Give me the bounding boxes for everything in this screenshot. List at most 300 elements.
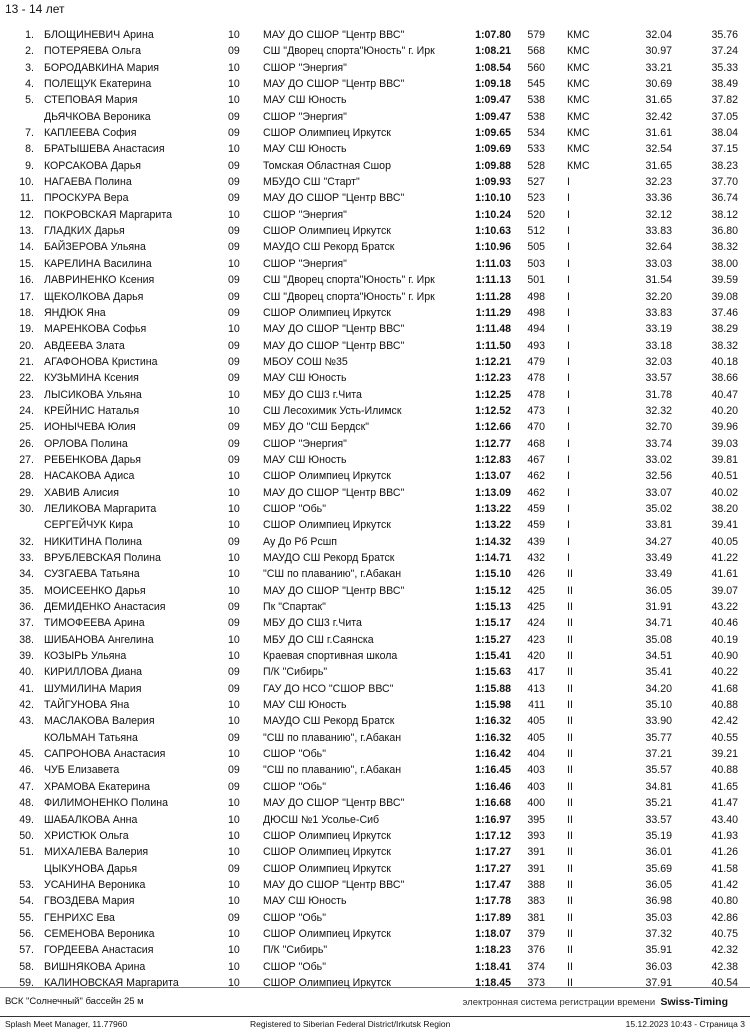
club-name: СШ "Дворец спорта"Юность" г. Ирк: [263, 45, 435, 58]
split-50m: 34.81: [645, 780, 672, 793]
result-time: 1:16.68: [475, 797, 511, 810]
birth-year: 10: [228, 502, 240, 515]
swimmer-name: ЯНДЮК Яна: [44, 306, 106, 319]
birth-year: 10: [228, 323, 240, 336]
fina-points: 395: [527, 813, 545, 826]
sport-rank: II: [567, 846, 573, 859]
split-50m: 35.03: [645, 911, 672, 924]
place: 2.: [25, 45, 34, 58]
split-50m: 36.98: [645, 895, 672, 908]
fina-points: 498: [527, 306, 545, 319]
split-50m: 35.41: [645, 666, 672, 679]
result-time: 1:13.22: [475, 519, 511, 532]
fina-points: 400: [527, 797, 545, 810]
place: 49.: [19, 813, 34, 826]
place: 56.: [19, 927, 34, 940]
fina-points: 404: [527, 748, 545, 761]
swimmer-name: НАСАКОВА Адиса: [44, 470, 135, 483]
sport-rank: I: [567, 486, 570, 499]
result-time: 1:17.12: [475, 829, 511, 842]
club-name: СШОР "Обь": [263, 780, 326, 793]
sport-rank: II: [567, 633, 573, 646]
results-table: [0, 27, 750, 991]
swimmer-name: ХРАМОВА Екатерина: [44, 780, 151, 793]
table-row: [0, 239, 750, 255]
sport-rank: II: [567, 715, 573, 728]
split-50m: 33.36: [645, 192, 672, 205]
swimmer-name: КРЕЙНИС Наталья: [44, 404, 140, 417]
split-100m: 40.90: [711, 650, 738, 663]
table-row: [0, 779, 750, 795]
split-50m: 35.57: [645, 764, 672, 777]
split-100m: 40.54: [711, 976, 738, 989]
club-name: МБУ ДО "СШ Бердск": [263, 421, 369, 434]
place: 53.: [19, 878, 34, 891]
split-100m: 39.81: [711, 453, 738, 466]
club-name: МАУ ДО СШОР "Центр ВВС": [263, 323, 405, 336]
place: 34.: [19, 568, 34, 581]
fina-points: 527: [527, 176, 545, 189]
birth-year: 09: [228, 355, 240, 368]
result-time: 1:15.98: [475, 699, 511, 712]
split-100m: 39.07: [711, 584, 738, 597]
place: 39.: [19, 650, 34, 663]
result-time: 1:11.48: [475, 323, 511, 336]
sport-rank: I: [567, 502, 570, 515]
table-row: [0, 174, 750, 190]
swimmer-name: СЕМЕНОВА Вероника: [44, 927, 155, 940]
split-100m: 41.65: [711, 780, 738, 793]
sport-rank: КМС: [567, 78, 590, 91]
place: 16.: [19, 274, 34, 287]
sport-rank: II: [567, 927, 573, 940]
table-row: [0, 125, 750, 141]
birth-year: 09: [228, 682, 240, 695]
birth-year: 09: [228, 290, 240, 303]
place: 13.: [19, 225, 34, 238]
place: 10.: [19, 176, 34, 189]
club-name: МАУ СШ Юность: [263, 895, 347, 908]
split-50m: 34.71: [645, 617, 672, 630]
result-time: 1:12.21: [475, 355, 511, 368]
sport-rank: I: [567, 306, 570, 319]
table-row: [0, 877, 750, 893]
birth-year: 10: [228, 829, 240, 842]
result-time: 1:12.66: [475, 421, 511, 434]
birth-year: 09: [228, 127, 240, 140]
fina-points: 391: [527, 862, 545, 875]
swimmer-name: БРАТЫШЕВА Анастасия: [44, 143, 165, 156]
fina-points: 413: [527, 682, 545, 695]
split-100m: 40.02: [711, 486, 738, 499]
place: 54.: [19, 895, 34, 908]
place: 11.: [20, 192, 34, 205]
place: 3.: [25, 61, 34, 74]
result-time: 1:18.41: [475, 960, 511, 973]
result-time: 1:15.63: [475, 666, 511, 679]
birth-year: 10: [228, 519, 240, 532]
club-name: ГАУ ДО НСО "СШОР ВВС": [263, 682, 394, 695]
split-100m: 40.22: [711, 666, 738, 679]
birth-year: 09: [228, 274, 240, 287]
birth-year: 10: [228, 878, 240, 891]
split-50m: 35.91: [645, 944, 672, 957]
split-50m: 36.05: [645, 584, 672, 597]
result-time: 1:09.47: [475, 110, 511, 123]
place: 58.: [19, 960, 34, 973]
birth-year: 09: [228, 666, 240, 679]
registration-label: Registered to Siberian Federal District/Irkutsk Region: [250, 1019, 451, 1029]
sport-rank: I: [567, 421, 570, 434]
birth-year: 10: [228, 388, 240, 401]
club-name: СШОР Олимпиец Иркутск: [263, 862, 391, 875]
birth-year: 10: [228, 960, 240, 973]
table-row: [0, 910, 750, 926]
split-50m: 31.65: [645, 94, 672, 107]
swimmer-name: КАЛИНОВСКАЯ Маргарита: [44, 976, 179, 989]
table-row: [0, 452, 750, 468]
club-name: СШ Лесохимик Усть-Илимск: [263, 404, 402, 417]
swimmer-name: КУЗЬМИНА Ксения: [44, 372, 139, 385]
split-100m: 40.20: [711, 404, 738, 417]
result-time: 1:08.54: [475, 61, 511, 74]
birth-year: 10: [228, 895, 240, 908]
swimmer-name: ЛАВРИНЕНКО Ксения: [44, 274, 155, 287]
split-50m: 33.49: [645, 552, 672, 564]
birth-year: 10: [228, 813, 240, 826]
place: 46.: [19, 764, 34, 777]
table-row: [0, 746, 750, 762]
split-100m: 41.47: [711, 797, 738, 810]
result-time: 1:09.47: [475, 94, 511, 107]
sport-rank: II: [567, 568, 573, 581]
birth-year: 09: [228, 617, 240, 630]
swimmer-name: ХАВИВ Алисия: [44, 486, 119, 499]
split-100m: 37.82: [711, 94, 738, 107]
split-50m: 32.70: [645, 421, 672, 434]
fina-points: 425: [527, 601, 545, 614]
split-100m: 38.04: [711, 127, 738, 140]
fina-points: 374: [527, 960, 545, 973]
fina-points: 533: [527, 143, 545, 156]
result-time: 1:09.69: [475, 143, 511, 156]
birth-year: 09: [228, 862, 240, 875]
fina-points: 520: [527, 208, 545, 221]
place: 29.: [19, 486, 34, 499]
table-row: [0, 812, 750, 828]
split-100m: 39.59: [711, 274, 738, 287]
birth-year: 10: [228, 748, 240, 761]
split-100m: 37.05: [711, 110, 738, 123]
club-name: "СШ по плаванию", г.Абакан: [263, 764, 402, 777]
split-100m: 42.38: [711, 960, 738, 973]
result-time: 1:14.32: [475, 535, 511, 548]
table-row: [0, 485, 750, 501]
club-name: МАУДО СШ Рекорд Братск: [263, 552, 395, 564]
split-100m: 40.80: [711, 895, 738, 908]
split-50m: 36.01: [645, 846, 672, 859]
swimmer-name: ВИШНЯКОВА Арина: [44, 960, 146, 973]
table-row: [0, 942, 750, 958]
swimmer-name: ПОКРОВСКАЯ Маргарита: [44, 208, 172, 221]
club-name: СШОР Олимпиец Иркутск: [263, 225, 391, 238]
split-50m: 31.54: [645, 274, 672, 287]
fina-points: 467: [527, 453, 545, 466]
split-100m: 40.88: [711, 699, 738, 712]
split-100m: 36.80: [711, 225, 738, 238]
split-50m: 34.20: [645, 682, 672, 695]
result-time: 1:12.83: [475, 453, 511, 466]
birth-year: 09: [228, 372, 240, 385]
club-name: СШ "Дворец спорта"Юность" г. Ирк: [263, 290, 435, 303]
sport-rank: I: [567, 519, 570, 532]
club-name: П/К "Сибирь": [263, 944, 328, 957]
table-row: [0, 975, 750, 991]
birth-year: 10: [228, 94, 240, 107]
sport-rank: II: [567, 699, 573, 712]
split-50m: 32.64: [645, 241, 672, 254]
swimmer-name: ХРИСТЮК Ольга: [44, 829, 129, 842]
sport-rank: КМС: [567, 159, 590, 172]
split-50m: 33.83: [645, 225, 672, 238]
split-50m: 34.51: [645, 650, 672, 663]
swimmer-name: КОЗЫРЬ Ульяна: [44, 650, 127, 663]
table-row: [0, 550, 750, 566]
place: 41.: [19, 682, 34, 695]
bottom-divider: [0, 1016, 750, 1017]
swimmer-name: ОРЛОВА Полина: [44, 437, 128, 450]
split-50m: 33.18: [645, 339, 672, 352]
club-name: Краевая спортивная школа: [263, 650, 398, 663]
split-100m: 42.42: [711, 715, 738, 728]
swimmer-name: КОЛЬМАН Татьяна: [44, 731, 138, 744]
sport-rank: КМС: [567, 127, 590, 140]
sport-rank: I: [567, 535, 570, 548]
table-row: [0, 566, 750, 582]
birth-year: 10: [228, 470, 240, 483]
fina-points: 405: [527, 715, 545, 728]
table-row: [0, 893, 750, 909]
split-50m: 31.78: [645, 388, 672, 401]
club-name: СШОР "Энергия": [263, 208, 347, 221]
table-row: [0, 207, 750, 223]
birth-year: 10: [228, 486, 240, 499]
result-time: 1:13.09: [475, 486, 511, 499]
fina-points: 376: [527, 944, 545, 957]
split-100m: 38.00: [711, 257, 738, 270]
place: 22.: [19, 372, 34, 385]
table-row: [0, 730, 750, 746]
split-50m: 33.19: [645, 323, 672, 336]
fina-points: 425: [527, 584, 545, 597]
swimmer-name: ДЬЯЧКОВА Вероника: [44, 110, 151, 123]
birth-year: 09: [228, 159, 240, 172]
split-100m: 40.19: [711, 633, 738, 646]
birth-year: 10: [228, 633, 240, 646]
result-time: 1:09.18: [475, 78, 511, 91]
split-50m: 33.07: [645, 486, 672, 499]
sport-rank: I: [567, 241, 570, 254]
fina-points: 439: [527, 535, 545, 548]
split-100m: 40.55: [711, 731, 738, 744]
swimmer-name: МОИСЕЕНКО Дарья: [44, 584, 146, 597]
birth-year: 09: [228, 911, 240, 924]
result-time: 1:09.93: [475, 176, 511, 189]
swimmer-name: БОРОДАВКИНА Мария: [44, 61, 160, 74]
result-time: 1:16.46: [475, 780, 511, 793]
table-row: [0, 76, 750, 92]
sport-rank: I: [567, 355, 570, 368]
table-row: [0, 664, 750, 680]
split-100m: 37.46: [711, 306, 738, 319]
table-row: [0, 305, 750, 321]
split-50m: 33.02: [645, 453, 672, 466]
place: 59.: [19, 976, 34, 989]
table-row: [0, 109, 750, 125]
split-100m: 43.22: [711, 601, 738, 614]
place: 24.: [19, 404, 34, 417]
result-time: 1:10.63: [475, 225, 511, 238]
split-100m: 39.03: [711, 437, 738, 450]
result-time: 1:15.13: [475, 601, 511, 614]
place: 21.: [19, 355, 34, 368]
result-time: 1:16.97: [475, 813, 511, 826]
split-100m: 38.23: [711, 159, 738, 172]
split-50m: 33.57: [645, 813, 672, 826]
sport-rank: I: [567, 437, 570, 450]
swimmer-name: ШАБАЛКОВА Анна: [44, 813, 138, 826]
swimmer-name: КИРИЛЛОВА Диана: [44, 666, 143, 679]
club-name: СШОР Олимпиец Иркутск: [263, 470, 391, 483]
club-name: СШОР Олимпиец Иркутск: [263, 976, 391, 989]
sport-rank: I: [567, 404, 570, 417]
split-50m: 33.21: [645, 61, 672, 74]
place: 47.: [19, 780, 34, 793]
table-row: [0, 959, 750, 975]
result-time: 1:12.23: [475, 372, 511, 385]
sport-rank: II: [567, 862, 573, 875]
split-100m: 39.21: [711, 748, 738, 761]
sport-rank: II: [567, 650, 573, 663]
place: 23.: [19, 388, 34, 401]
split-100m: 41.61: [711, 568, 738, 581]
birth-year: 10: [228, 61, 240, 74]
split-100m: 37.24: [711, 45, 738, 58]
result-time: 1:10.24: [475, 208, 511, 221]
fina-points: 493: [527, 339, 545, 352]
club-name: СШОР Олимпиец Иркутск: [263, 127, 391, 140]
place: 37.: [19, 617, 34, 630]
birth-year: 10: [228, 78, 240, 91]
sport-rank: II: [567, 731, 573, 744]
birth-year: 10: [228, 404, 240, 417]
result-time: 1:12.77: [475, 437, 511, 450]
table-row: [0, 419, 750, 435]
club-name: МАУДО СШ Рекорд Братск: [263, 715, 395, 728]
club-name: Томская Областная Сшор: [263, 159, 391, 172]
place: 43.: [19, 715, 34, 728]
result-time: 1:11.28: [475, 290, 511, 303]
sport-rank: II: [567, 797, 573, 810]
split-50m: 32.42: [645, 110, 672, 123]
birth-year: 09: [228, 306, 240, 319]
swimmer-name: ЩЕКОЛКОВА Дарья: [44, 290, 144, 303]
split-100m: 41.22: [711, 552, 738, 564]
footer-divider: [0, 987, 750, 988]
place: 48.: [19, 797, 34, 810]
sport-rank: КМС: [567, 45, 590, 58]
sport-rank: II: [567, 764, 573, 777]
place: 4.: [25, 78, 34, 91]
swimmer-name: ПРОСКУРА Вера: [44, 192, 129, 205]
sport-rank: II: [567, 601, 573, 614]
result-time: 1:15.12: [475, 584, 511, 597]
fina-points: 381: [527, 911, 545, 924]
club-name: МБУДО СШ "Старт": [263, 176, 360, 189]
swimmer-name: НИКИТИНА Полина: [44, 535, 142, 548]
split-50m: 31.65: [645, 159, 672, 172]
split-100m: 38.29: [711, 323, 738, 336]
birth-year: 09: [228, 176, 240, 189]
timing-label: электронная система регистрации времени: [462, 997, 656, 1008]
birth-year: 10: [228, 208, 240, 221]
swimmer-name: ШИБАНОВА Ангелина: [44, 633, 154, 646]
software-label: Splash Meet Manager, 11.77960: [5, 1019, 128, 1029]
swimmer-name: МИХАЛЕВА Валерия: [44, 846, 149, 859]
split-100m: 38.20: [711, 502, 738, 515]
sport-rank: I: [567, 372, 570, 385]
timing-credit: [463, 996, 728, 1008]
birth-year: 10: [228, 29, 240, 41]
fina-points: 383: [527, 895, 545, 908]
sport-rank: I: [567, 176, 570, 189]
club-name: СШОР "Обь": [263, 748, 326, 761]
sport-rank: II: [567, 682, 573, 695]
fina-points: 479: [527, 355, 545, 368]
birth-year: 09: [228, 601, 240, 614]
split-50m: 31.61: [645, 127, 672, 140]
swimmer-name: ЧУБ Елизавета: [44, 764, 120, 777]
split-100m: 38.32: [711, 339, 738, 352]
place: 14.: [19, 241, 34, 254]
birth-year: 10: [228, 976, 240, 989]
split-50m: 32.32: [645, 404, 672, 417]
result-time: 1:15.17: [475, 617, 511, 630]
club-name: МАУ СШ Юность: [263, 143, 347, 156]
split-50m: 35.02: [645, 502, 672, 515]
split-50m: 35.10: [645, 699, 672, 712]
sport-rank: КМС: [567, 61, 590, 74]
split-100m: 38.12: [711, 208, 738, 221]
split-100m: 36.74: [711, 192, 738, 205]
birth-year: 10: [228, 584, 240, 597]
place: 40.: [19, 666, 34, 679]
split-100m: 42.32: [711, 944, 738, 957]
sport-rank: II: [567, 976, 573, 989]
sport-rank: II: [567, 878, 573, 891]
place: 7.: [25, 127, 34, 140]
club-name: СШОР "Обь": [263, 502, 326, 515]
sport-rank: I: [567, 290, 570, 303]
club-name: СШОР "Энергия": [263, 437, 347, 450]
table-row: [0, 828, 750, 844]
split-50m: 34.27: [645, 535, 672, 548]
split-50m: 35.69: [645, 862, 672, 875]
table-row: [0, 632, 750, 648]
fina-points: 420: [527, 650, 545, 663]
fina-points: 523: [527, 192, 545, 205]
result-time: 1:15.27: [475, 633, 511, 646]
